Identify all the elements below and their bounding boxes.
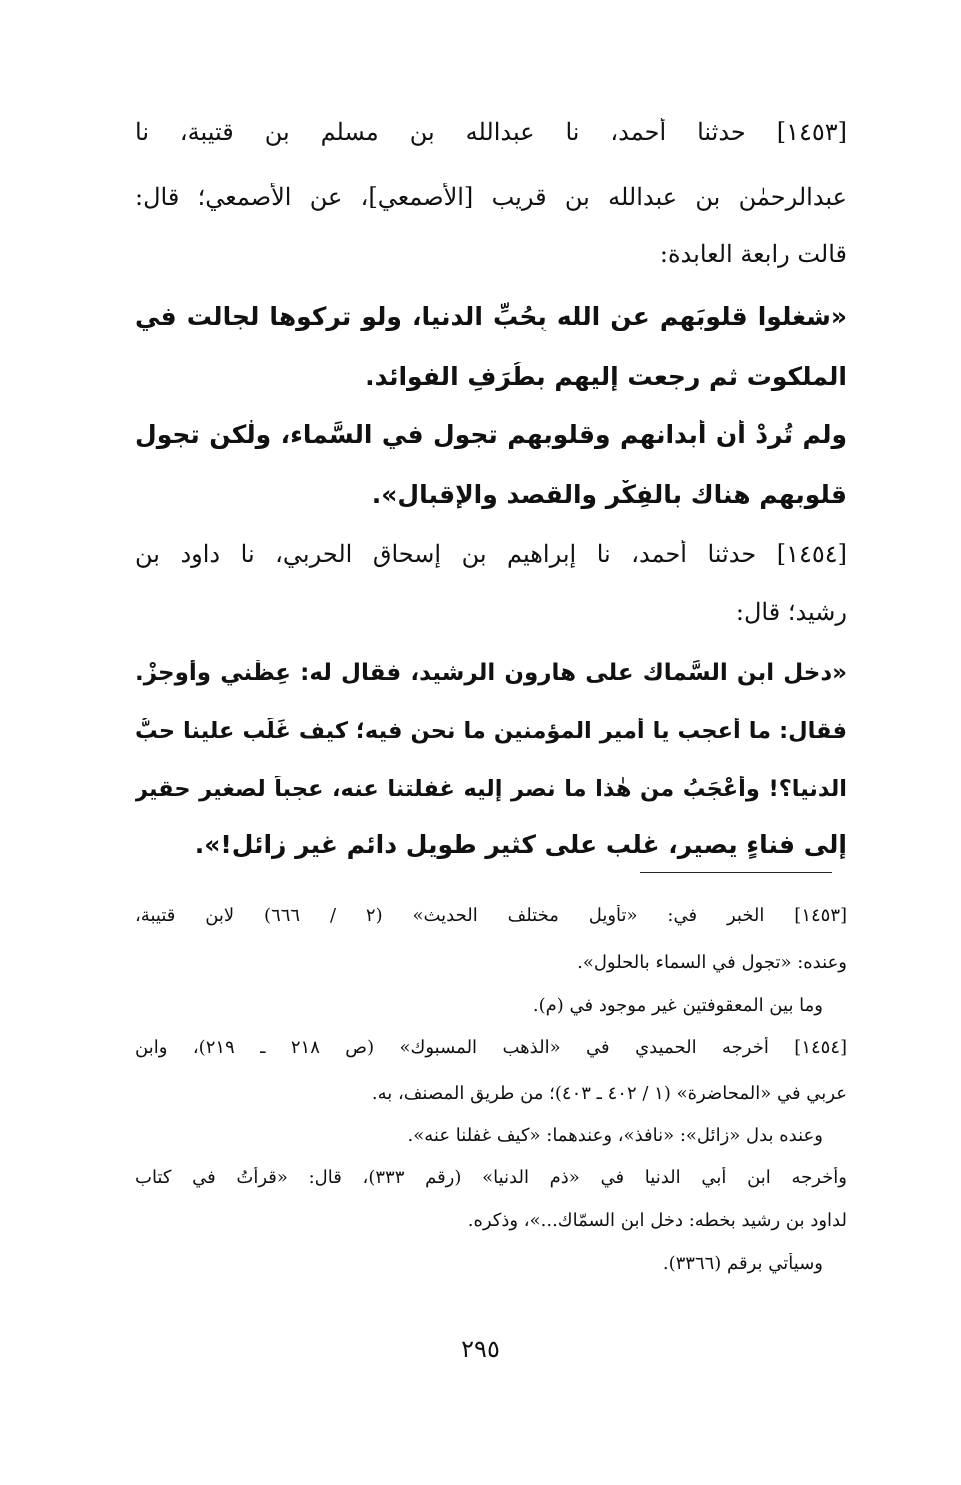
page-number: ٢٩٥ <box>461 1335 500 1363</box>
footnote-1454-line-3: وعنده بدل «زائل»: «نافذ»، وعندهما: «كيف غفلنا عنه». <box>407 1125 823 1146</box>
hadith-1454-line-1: [١٤٥٤] حدثنا أحمد، نا إبراهيم بن إسحاق الحربي، نا داود بن <box>135 540 847 568</box>
quote-rabia-line-3: ولم تُرِدْ أن أبدانهم وقلوبهم تجول في السَّماء، ولٰكن تجول <box>135 420 847 449</box>
footnote-1454-line-1: [١٤٥٤] أخرجه الحميدي في «الذهب المسبوك» (ص ٢١٨ ـ ٢١٩)، وابن <box>135 1037 847 1058</box>
hadith-1453-line-3: قالت رابعة العابدة: <box>659 240 847 268</box>
footnote-separator <box>640 872 832 873</box>
footnote-1453-line-2: وعنده: «تجول في السماء بالحلول». <box>577 952 847 973</box>
footnote-1454-line-2: عربي في «المحاضرة» (١ / ٤٠٢ ـ ٤٠٣)؛ من طريق المصنف، به. <box>371 1083 847 1104</box>
hadith-1453-line-2: عبدالرحمٰن بن عبدالله بن قريب [الأصمعي]، عن الأصمعي؛ قال: <box>135 183 847 211</box>
quote-rabia-line-2: الملكوت ثم رجعت إليهم بطُرَفِ الفوائد. <box>365 362 847 391</box>
footnote-1454-line-4: وأخرجه ابن أبي الدنيا في «ذم الدنيا» (رقم ٣٣٣)، قال: «قرأتُ في كتاب <box>135 1167 847 1188</box>
quote-ibn-sammak-line-4: إلى فناءٍ يصير، غلب على كثير طويل دائم غير زائل!». <box>194 830 847 859</box>
footnote-1454-line-5: لداود بن رشيد بخطه: دخل ابن السمّاك...»، وذكره. <box>467 1210 847 1231</box>
footnote-1454-line-6: وسيأتي برقم (٣٣٦٦). <box>662 1253 823 1274</box>
quote-ibn-sammak-line-1: «دخل ابن السَّماك على هارون الرشيد، فقال له: عِظْني وأوجزْ. <box>135 660 847 686</box>
hadith-1454-line-2: رشيد؛ قال: <box>735 598 847 626</box>
footnote-1453-line-3: وما بين المعقوفتين غير موجود في (م). <box>532 995 823 1016</box>
hadith-1453-line-1: [١٤٥٣] حدثنا أحمد، نا عبدالله بن مسلم بن قتيبة، نا <box>135 118 847 146</box>
footnote-1453-line-1: [١٤٥٣] الخبر في: «تأويل مختلف الحديث» (٢ / ٦٦٦) لابن قتيبة، <box>135 905 847 926</box>
quote-rabia-line-1: «شغلوا قلوبَهم عن الله بِحُبِّ الدنيا، ولو تركوها لجالت في <box>135 302 847 331</box>
quote-ibn-sammak-line-3: الدنيا؟! وأعْجَبُ من هٰذا ما نصر إليه غفلتنا عنه، عجباً لصغيرٍ حقيرٍ <box>135 776 847 802</box>
quote-ibn-sammak-line-2: فقال: ما أعجب يا أمير المؤمنين ما نحن فيه؛ كيف غَلَب علينا حبُّ <box>135 718 847 744</box>
quote-rabia-line-4: قلوبهم هناك بالفِكْرِ والقصد والإقبال». <box>371 480 847 509</box>
